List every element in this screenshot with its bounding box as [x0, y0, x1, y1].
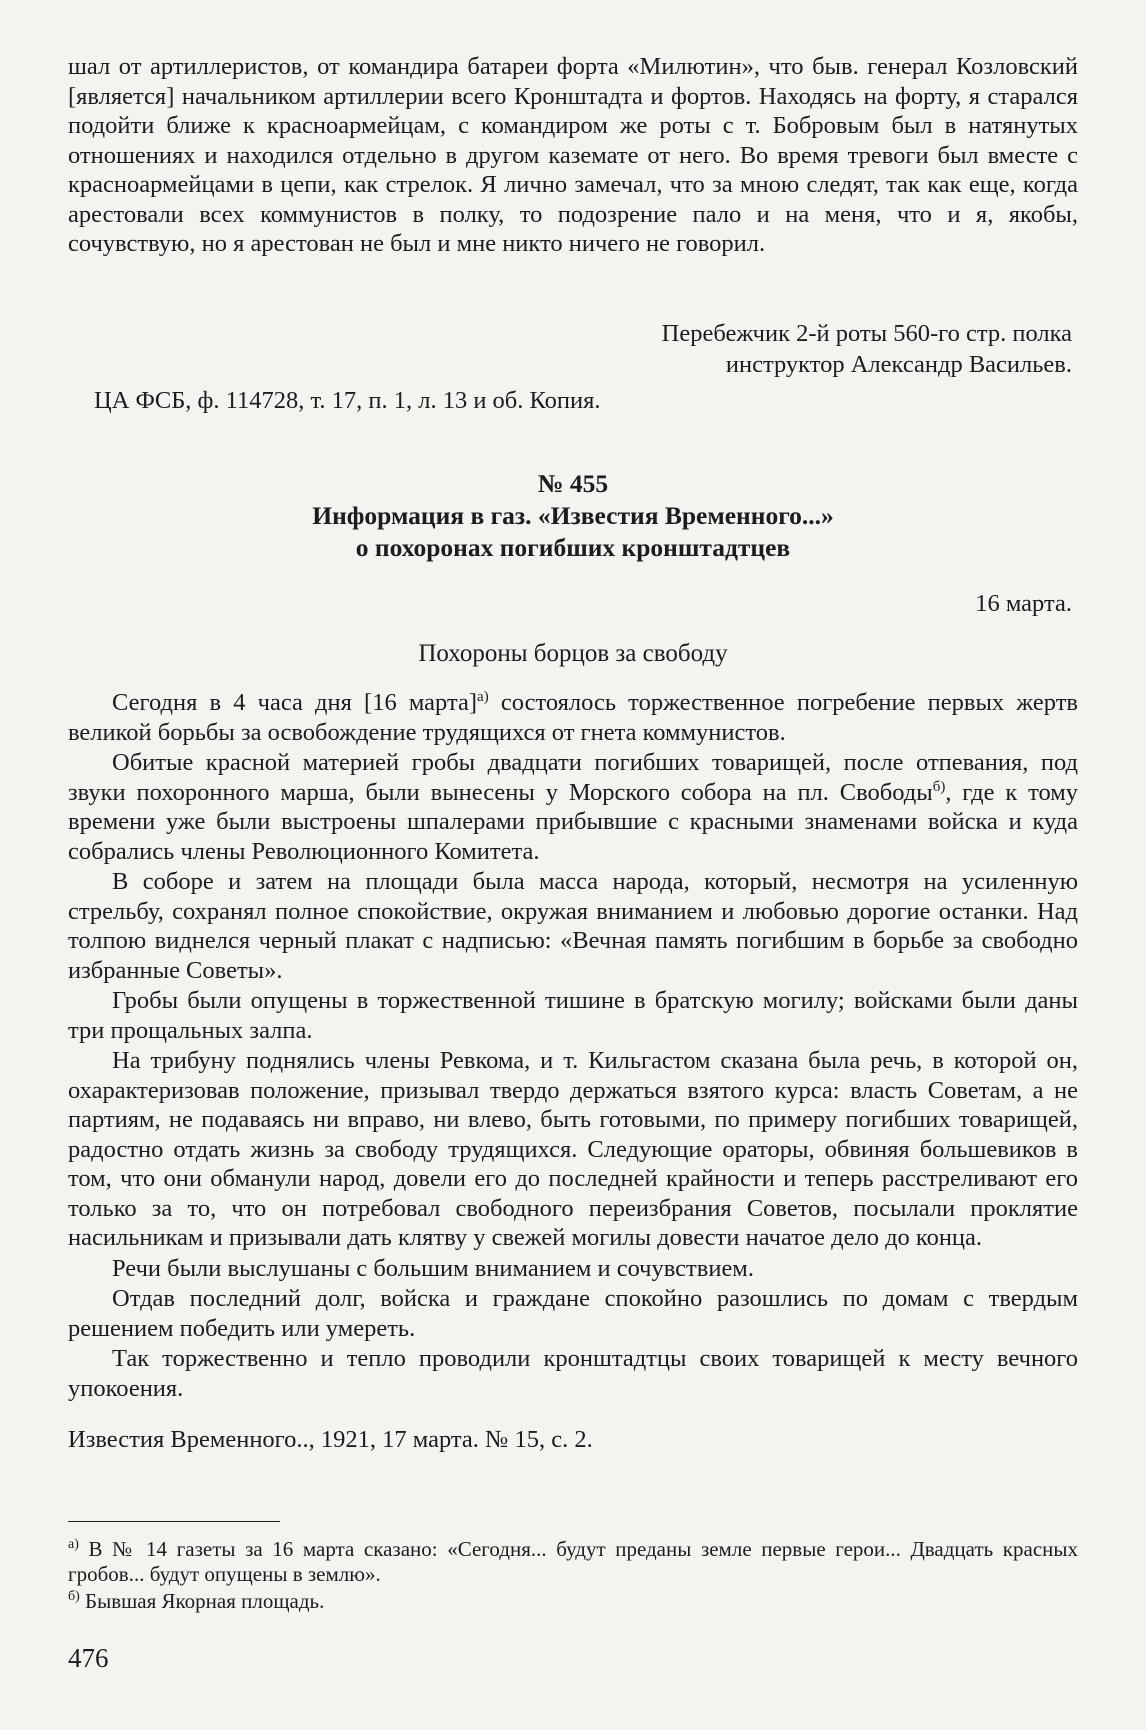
- signature-line-2: инструктор Александр Васильев.: [725, 351, 1072, 378]
- article-body: [68, 688, 1078, 1404]
- paragraph-4: Гробы были опущены в торжественной тишине в братскую могилу; войсками были даны три прощальных залпа.: [68, 987, 1078, 1044]
- paragraph-2: Обитые красной материей гробы двадцати погибших товарищей, после отпевания, под звуки похоронного марша, были вынесены у Морского собора на пл. Свободы$^{б)}$, где к тому времени уже были выстроены шпалерами прибывшие с красными знаменами войска и куда собрались члены Революционного Комитета.: [68, 749, 1078, 865]
- paragraph-5: На трибуну поднялись члены Ревкома, и т. Кильгастом сказана была речь, в которой он, охарактеризовав положение, призывал твердо держаться взятого курса: власть Советам, а не партиям, не подаваясь ни вправо, ни влево, быть готовыми, по примеру погибших товарищей, радостно отдать жизнь за свободу трудящихся. Следующие ораторы, обвиняя большевиков в том, что они обманули народ, довели его до последней крайности и теперь расстреливают его только за то, что он потребовал свободного переизбрания Советов, посылали проклятие насильникам и призывали дать клятву у свежей могилы довести начатое дело до конца.: [68, 1047, 1078, 1251]
- footnote-a: $^{а)}$ В № 14 газеты за 16 марта сказано: «Сегодня... будут преданы земле первые герои... Двадцать красных гробов... будут опущены в землю».: [68, 1537, 1078, 1586]
- footnote-ref-a: а): [477, 688, 489, 705]
- document-number: № 455: [537, 469, 609, 498]
- signature-line-1: Перебежчик 2-й роты 560-го стр. полка: [661, 320, 1072, 347]
- article-subheading: Похороны борцов за свободу: [418, 640, 728, 667]
- footnotes: [68, 1537, 1078, 1616]
- document-heading: [0, 468, 1146, 564]
- footnote-ref-b: б): [932, 778, 946, 795]
- footnote-divider: [68, 1521, 280, 1522]
- newspaper-source: Известия Временного.., 1921, 17 марта. № 15, с. 2.: [68, 1426, 593, 1453]
- signature-block: [552, 318, 1072, 380]
- paragraph-7: Отдав последний долг, войска и граждане спокойно разошлись по домам с твердым решением победить или умереть.: [68, 1285, 1078, 1342]
- document-title-line-1: Информация в газ. «Известия Временного...»: [312, 501, 834, 530]
- archive-source: ЦА ФСБ, ф. 114728, т. 17, п. 1, л. 13 и об. Копия.: [94, 387, 601, 414]
- document-date: 16 марта.: [975, 590, 1072, 617]
- paragraph-1: Сегодня в 4 часа дня [16 марта]$^{а)}$ состоялось торжественное погребение первых жертв великой борьбы за освобождение трудящихся от гнета коммунистов.: [68, 688, 1078, 746]
- document-title-line-2: о похоронах погибших кронштадтцев: [355, 533, 791, 562]
- footnote-b: $^{б)}$ Бывшая Якорная площадь.: [68, 1589, 325, 1613]
- page-number: 476: [68, 1643, 109, 1673]
- continued-paragraph: [68, 52, 1078, 259]
- testimony-text: шал от артиллеристов, от командира батареи форта «Милютин», что быв. генерал Козловский [является] начальником артиллерии всего Кронштадта и фортов. Находясь на форту, я старался подойти ближе к красноармейцам, с командиром же роты с т. Бобровым был в натянутых отношениях и находился отдельно в другом каземате от него. Во время тревоги был вместе с красноармейцами в цепи, как стрелок. Я лично замечал, что за мною следят, так как еще, когда арестовали всех коммунистов в полку, то подозрение пало и на меня, что и я, якобы, сочувствую, но я арестован не был и мне никто ничего не говорил.: [68, 53, 1078, 257]
- paragraph-6: Речи были выслушаны с большим вниманием и сочувствием.: [112, 1254, 754, 1282]
- paragraph-3: В соборе и затем на площади была масса народа, который, несмотря на усиленную стрельбу, сохранял полное спокойствие, окружая вниманием и любовью дорогие останки. Над толпою виднелся черный плакат с надписью: «Вечная память погибшим в борьбе за свободно избранные Советы».: [68, 868, 1078, 984]
- paragraph-8: Так торжественно и тепло проводили кронштадтцы своих товарищей к месту вечного упокоения.: [68, 1345, 1078, 1402]
